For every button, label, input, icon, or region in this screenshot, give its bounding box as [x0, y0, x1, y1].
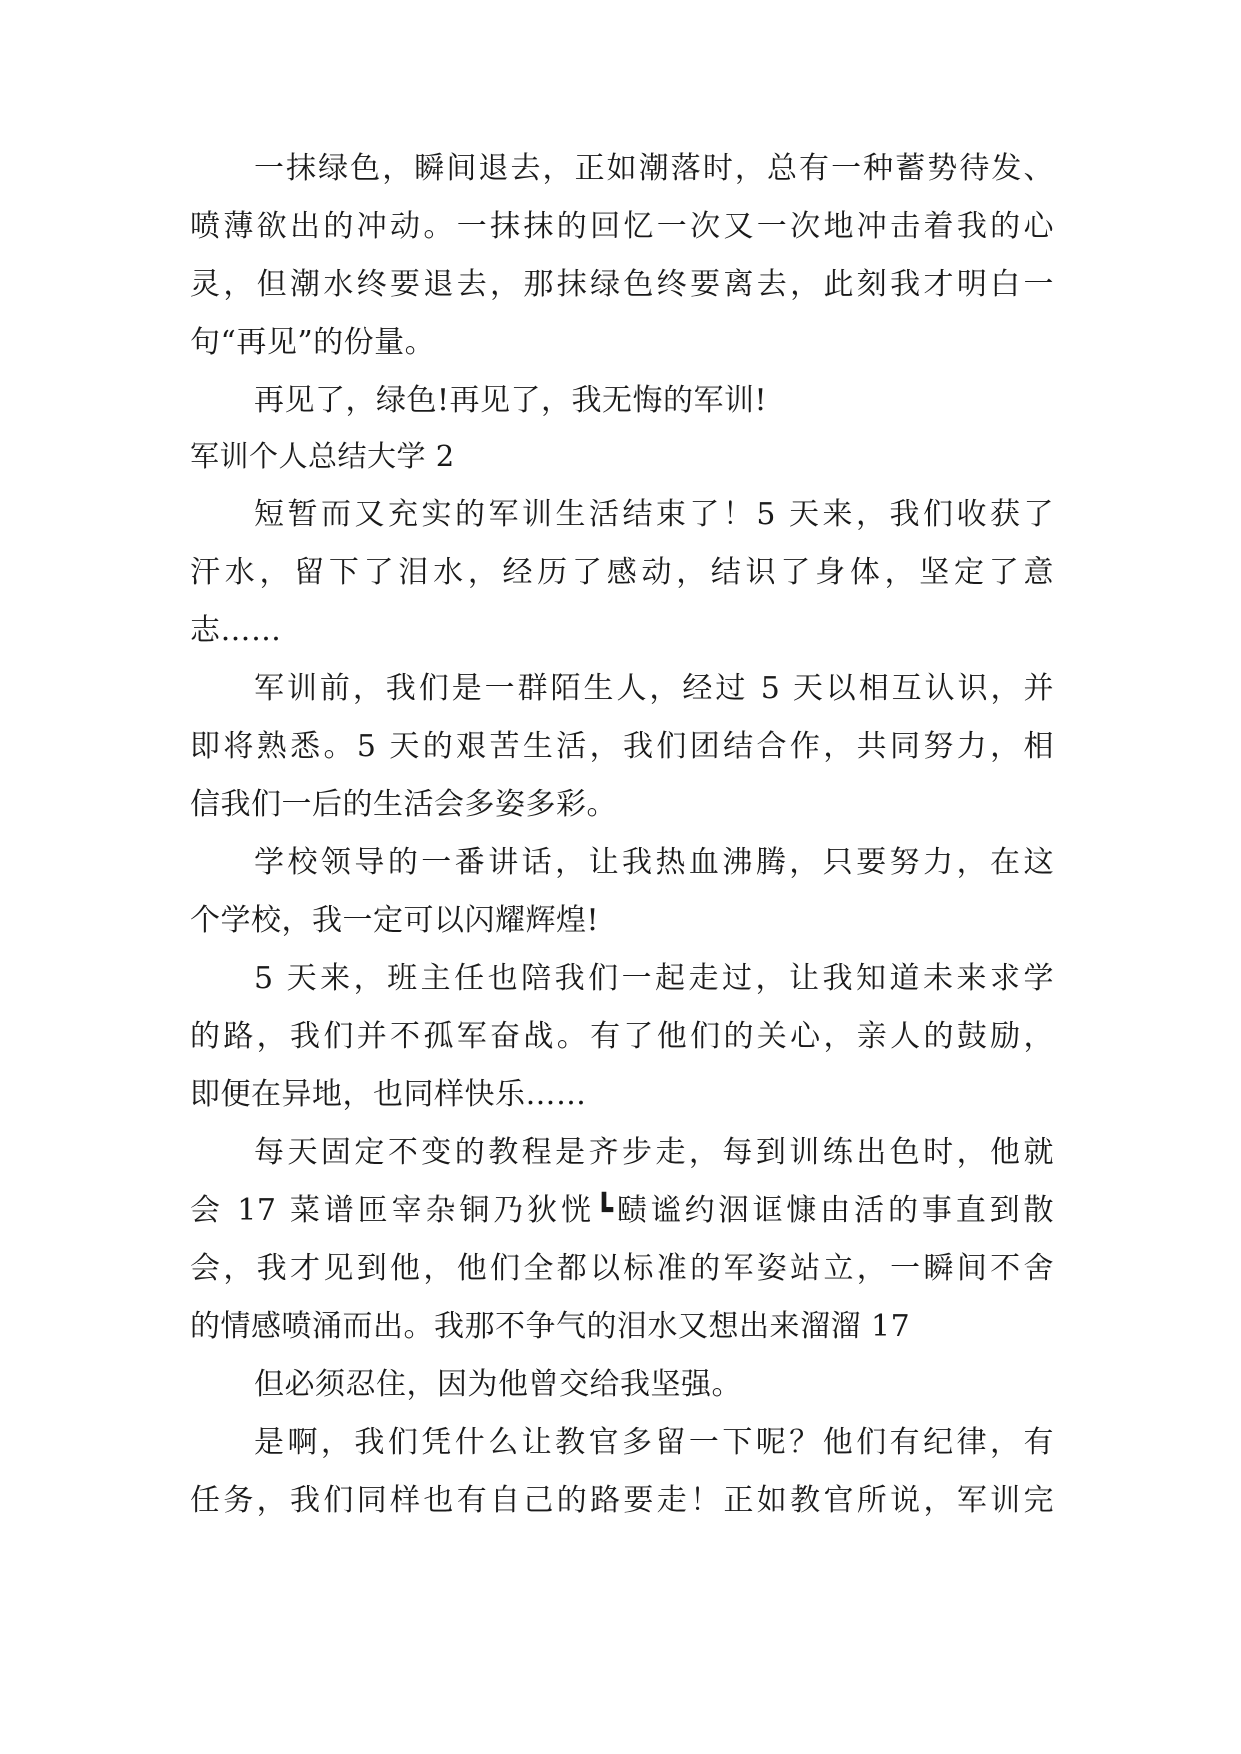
paragraph-line: 灵，但潮水终要退去，那抹绿色终要离去，此刻我才明白一 [190, 267, 1054, 302]
paragraph-line: 一抹绿色，瞬间退去，正如潮落时，总有一种蓄势待发、 [254, 151, 1054, 186]
paragraph-line: 军训前，我们是一群陌生人，经过 5 天以相互认识，并 [254, 671, 1054, 706]
paragraph-line: 的情感喷涌而出。我那不争气的泪水又想出来溜溜 17 [190, 1309, 911, 1344]
paragraph-line: 句“再见”的份量。 [190, 325, 436, 360]
paragraph-line: 再见了，绿色!再见了，我无悔的军训! [254, 383, 768, 418]
paragraph-line: 即将熟悉。5 天的艰苦生活，我们团结合作，共同努力，相 [190, 729, 1054, 764]
paragraph-line: 志…… [190, 613, 282, 648]
paragraph-line: 会，我才见到他，他们全都以标准的军姿站立，一瞬间不舍 [190, 1251, 1054, 1286]
paragraph-line: 任务，我们同样也有自己的路要走！正如教官所说，军训完 [190, 1483, 1054, 1518]
paragraph-line: 学校领导的一番讲话，让我热血沸腾，只要努力，在这 [254, 845, 1054, 880]
paragraph-line: 是啊，我们凭什么让教官多留一下呢？他们有纪律，有 [254, 1425, 1054, 1460]
paragraph-line: 短暂而又充实的军训生活结束了！5 天来，我们收获了 [254, 497, 1054, 532]
paragraph-line: 5 天来，班主任也陪我们一起走过，让我知道未来求学 [254, 961, 1054, 996]
paragraph-line: 但必须忍住，因为他曾交给我坚强。 [254, 1367, 742, 1402]
paragraph-line: 个学校，我一定可以闪耀辉煌! [190, 903, 600, 938]
paragraph-line: 的路，我们并不孤军奋战。有了他们的关心，亲人的鼓励， [190, 1019, 1054, 1054]
paragraph-line: 喷薄欲出的冲动。一抹抹的回忆一次又一次地冲击着我的心 [190, 209, 1054, 244]
paragraph-line: 即便在异地，也同样快乐…… [190, 1077, 587, 1112]
section-heading: 军训个人总结大学 2 [190, 439, 455, 473]
paragraph-line: 每天固定不变的教程是齐步走，每到训练出色时，他就 [254, 1135, 1054, 1170]
paragraph-line: 会 17 菜谱匝宰杂铜乃狄恍┗赜谧约洇诓慷由活的事直到散 [190, 1193, 1054, 1228]
paragraph-line: 信我们一后的生活会多姿多彩。 [190, 787, 617, 822]
paragraph-line: 汗水，留下了泪水，经历了感动，结识了身体，坚定了意 [190, 555, 1054, 590]
